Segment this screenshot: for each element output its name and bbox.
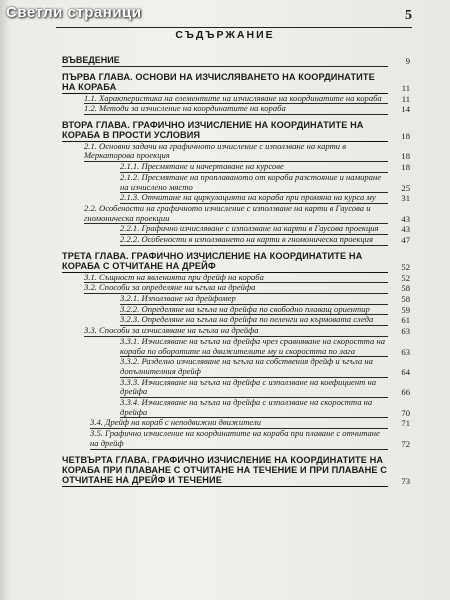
toc-entry-title: ПЪРВА ГЛАВА. ОСНОВИ НА ИЗЧИСЛЯВАНЕТО НА КООРДИНАТИТЕ НА КОРАБА <box>62 72 388 94</box>
toc-entry-sub <box>62 398 410 418</box>
toc-entry-intro <box>62 56 410 67</box>
toc-entry-page: 71 <box>401 418 410 429</box>
toc-entry-page: 47 <box>401 235 410 246</box>
page-title: СЪДЪРЖАНИЕ <box>175 29 275 41</box>
toc-entry-title: 3.2.2. Определяне на ъгъла на дрейфа по свободно плаващ ориентир <box>120 305 388 316</box>
toc-entry-title: 3.3. Способи за изчисляване на ъгъла на дрейфа <box>84 326 388 337</box>
site-watermark: Светли страници <box>6 4 142 21</box>
toc-entry-page: 66 <box>401 387 410 398</box>
toc-entry-page: 18 <box>401 151 410 162</box>
toc-entry-page: 58 <box>401 283 410 294</box>
toc-entry-chapter <box>62 120 410 142</box>
toc-entry-page: 52 <box>401 261 410 272</box>
toc-entry-page: 11 <box>401 93 410 104</box>
toc-entry-title: 2.2.2. Особености в използването на карти в гномоническа проекция <box>120 235 388 246</box>
toc-entry-title: 3.2.3. Определяне на ъгъла на дрейфа по пеленги на кърмовата следа <box>120 315 388 326</box>
toc-entry-page: 58 <box>401 293 410 304</box>
toc-entry-sub <box>62 337 410 357</box>
toc-entry-sub <box>62 357 410 377</box>
toc-entry-title: 3.2. Способи за определяне на ъгъла на дрейфа <box>84 283 388 294</box>
toc-entry-page: 73 <box>401 476 410 487</box>
toc-entry-sub <box>62 378 410 398</box>
page-fold-shadow <box>0 0 10 600</box>
toc-entry-title: 3.3.2. Разделно изчисляване на ъгъла на собствения дрейф и ъгъла на допълнителния дрейф <box>120 357 388 377</box>
toc-entry-sec <box>62 204 410 224</box>
toc-entry-chapter <box>62 72 410 94</box>
toc-entry-chapter <box>62 251 410 273</box>
toc-entry-sub <box>62 235 410 246</box>
header-rule <box>56 27 412 28</box>
toc-entry-title: 3.3.4. Изчисляване на ъгъла на дрейфа с използване на скоростта на дрейфа <box>120 398 388 418</box>
toc-entry-page: 31 <box>401 193 410 204</box>
toc-entry-page: 64 <box>401 366 410 377</box>
page-number: 5 <box>405 8 412 23</box>
toc-entry-title: 2.1.3. Отчитане на циркулацията на кораба при промяна на курса му <box>120 193 388 204</box>
toc-entry-page: 18 <box>401 131 410 142</box>
toc-entry-page: 52 <box>401 272 410 283</box>
table-of-contents <box>62 56 410 487</box>
toc-entry-title: ТРЕТА ГЛАВА. ГРАФИЧНО ИЗЧИСЛЕНИЕ НА КООРДИНАТИТЕ НА КОРАБА С ОТЧИТАНЕ НА ДРЕЙФ <box>62 251 388 273</box>
toc-entry-page: 11 <box>401 82 410 93</box>
toc-entry-title: ВЪВЕДЕНИЕ <box>62 56 388 67</box>
toc-entry-title: 1.1. Характеристика на елементите на изчисляване на координатите на кораба <box>84 94 388 105</box>
toc-entry-page: 43 <box>401 213 410 224</box>
toc-entry-page: 59 <box>401 304 410 315</box>
toc-entry-page: 72 <box>401 438 410 449</box>
toc-entry-sub <box>62 173 410 193</box>
toc-entry-title: 3.1. Същност на явленията при дрейф на кораба <box>84 273 388 284</box>
toc-entry-page: 61 <box>401 315 410 326</box>
toc-entry-page: 9 <box>405 56 410 66</box>
toc-entry-title: 2.2.1. Графично изчисляване с използване на карти в Гаусова проекция <box>120 224 388 235</box>
toc-entry-title: 1.2. Методи за изчисление на координатите на кораба <box>84 104 388 115</box>
toc-entry-page: 25 <box>401 182 410 193</box>
toc-entry-title: 3.5. Графично изчисление на координатите на кораба при плаване с отчитане на дрейф <box>90 429 388 449</box>
toc-entry-title: 3.3.3. Изчисляване на ъгъла на дрейфа с използване на коефициент на дрейфа <box>120 378 388 398</box>
toc-entry-page: 18 <box>401 162 410 173</box>
toc-entry-title: 2.2. Особености на графичното изчисление с използване на карти в Гаусова и гномоническа проекции <box>84 204 388 224</box>
toc-entry-title: 3.3.1. Изчисляване на ъгъла на дрейфа чрез сравняване на скоростта на кораба по оборотите на движителите му и скоростта по лага <box>120 337 388 357</box>
toc-entry-title: ЧЕТВЪРТА ГЛАВА. ГРАФИЧНО ИЗЧИСЛЕНИЕ НА КООРДИНАТИТЕ НА КОРАБА ПРИ ПЛАВАНЕ С ОТЧИТАНЕ НА ТЕЧЕНИЕ И ПРИ ПЛАВАНЕ С ОТЧИТАНЕ НА ДРЕЙФ И ТЕЧЕНИЕ <box>62 454 387 486</box>
toc-entry-title: 3.2.1. Използване на дрейфомер <box>120 294 388 305</box>
toc-entry-sec <box>62 142 410 162</box>
toc-entry-title: ВТОРА ГЛАВА. ГРАФИЧНО ИЗЧИСЛЕНИЕ НА КООРДИНАТИТЕ НА КОРАБА В ПРОСТИ УСЛОВИЯ <box>62 120 388 142</box>
toc-entry-chapter <box>62 455 410 487</box>
toc-entry-page: 70 <box>401 407 410 418</box>
toc-entry-title: 2.1.1. Пресмятане и начертаване на курсове <box>120 162 388 173</box>
toc-entry-page: 63 <box>401 326 410 337</box>
toc-entry-sec <box>62 283 410 294</box>
toc-entry-sec <box>62 429 410 449</box>
toc-entry-page: 43 <box>401 224 410 235</box>
toc-entry-page: 14 <box>401 104 410 115</box>
toc-entry-title: 3.4. Дрейф на кораб с неподвижни движители <box>90 418 388 429</box>
toc-entry-page: 63 <box>401 346 410 357</box>
toc-entry-sec <box>62 104 410 115</box>
toc-entry-title: 2.1.2. Пресмятане на проплаваното от кораба разстояние и намиране на изчислено място <box>120 173 388 193</box>
toc-entry-title: 2.1. Основни задачи на графичното изчисление с използване на карти в Меркаторова проекция <box>84 142 388 162</box>
